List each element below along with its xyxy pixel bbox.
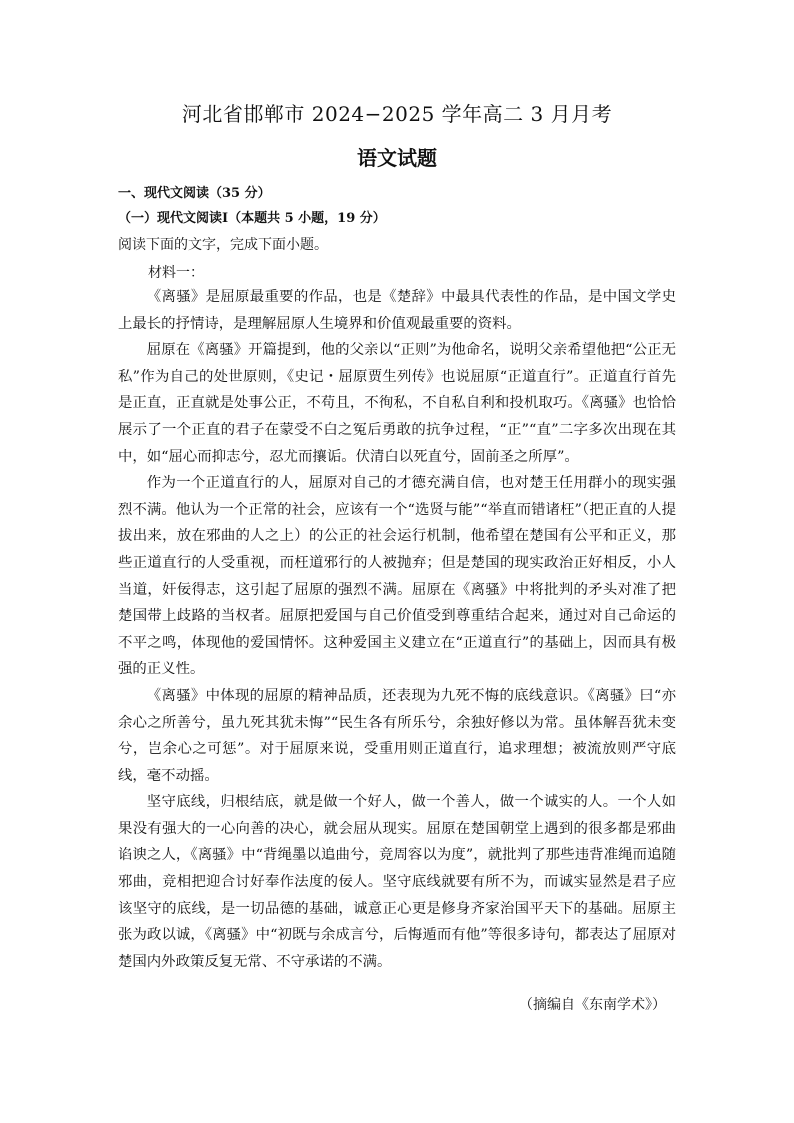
paragraph: 屈原在《离骚》开篇提到，他的父亲以“正则”为他命名，说明父亲希望他把“公正无私”作为自己的处世原则，《史记・屈原贾生列传》也说屈原“正道直行”。正道直行首先是正直，正直就是处事公正，不苟且，不徇私，不自私自利和投机取巧。《离骚》也恰恰展示了一个正直的君子在蒙受不白之冤后勇敢的抗争过程，“正”“直”二字多次出现在其中，如“屈心而抑志兮，忍尤而攘诟。伏清白以死直兮，固前圣之所厚”。 [118,342,676,465]
paragraph: 作为一个正道直行的人，屈原对自己的才德充满自信，也对楚王任用群小的现实强烈不满。他认为一个正常的社会，应该有一个“选贤与能”“举直而错诸枉”（把正直的人提拔出来，放在邪曲的人之上）的公正的社会运行机制，他希望在楚国有公平和正义，那些正道直行的人受重视，而枉道邪行的人被抛弃；但是楚国的现实政治正好相反，小人当道，奸佞得志，这引起了屈原的强烈不满。屈原在《离骚》中将批判的矛头对准了把楚国带上歧路的当权者。屈原把爱国与自己价值受到尊重结合起来，通过对自己命运的不平之鸣，体现他的爱国情怀。这种爱国主义建立在“正道直行”的基础上，因而具有极强的正义性。 [118,475,676,678]
article-body [118,284,676,975]
section-subheading: （一）现代文阅读Ⅰ（本题共 5 小题，19 分） [118,211,386,226]
page-subtitle: 语文试题 [357,146,437,170]
page-title: 河北省邯郸市 2024−2025 学年高二 3 月月考 [181,102,613,126]
section-heading: 一、现代文阅读（35 分） [118,186,271,201]
instruction-text: 阅读下面的文字，完成下面小题。 [118,237,328,253]
material-label: 材料一： [148,265,204,281]
paragraph: 《离骚》是屈原最重要的作品，也是《楚辞》中最具代表性的作品，是中国文学史上最长的抒情诗，是理解屈原人生境界和价值观最重要的资料。 [118,289,676,332]
paragraph: 《离骚》中体现的屈原的精神品质，还表现为九死不悔的底线意识。《离骚》曰“亦余心之所善兮，虽九死其犹未悔”“民生各有所乐兮，余独好修以为常。虽体解吾犹未变兮，岂余心之可惩”。对于屈原来说，受重用则正道直行，追求理想；被流放则严守底线，毫不动摇。 [118,687,676,784]
paragraph: 坚守底线，归根结底，就是做一个好人，做一个善人，做一个诚实的人。一个人如果没有强大的一心向善的决心，就会屈从现实。屈原在楚国朝堂上遇到的很多都是邪曲谄谀之人，《离骚》中“背绳墨以追曲兮，竞周容以为度”，就批判了那些违背准绳而追随邪曲，竞相把迎合讨好奉作法度的佞人。坚守底线就要有所不为，而诚实显然是君子应该坚守的底线，是一切品德的基础，诚意正心更是修身齐家治国平天下的基础。屈原主张为政以诚，《离骚》中“初既与余成言兮，后悔遁而有他”等很多诗句，都表达了屈原对楚国内外政策反复无常、不守承诺的不满。 [118,794,676,970]
source-citation: （摘编自《东南学术》） [519,997,666,1013]
